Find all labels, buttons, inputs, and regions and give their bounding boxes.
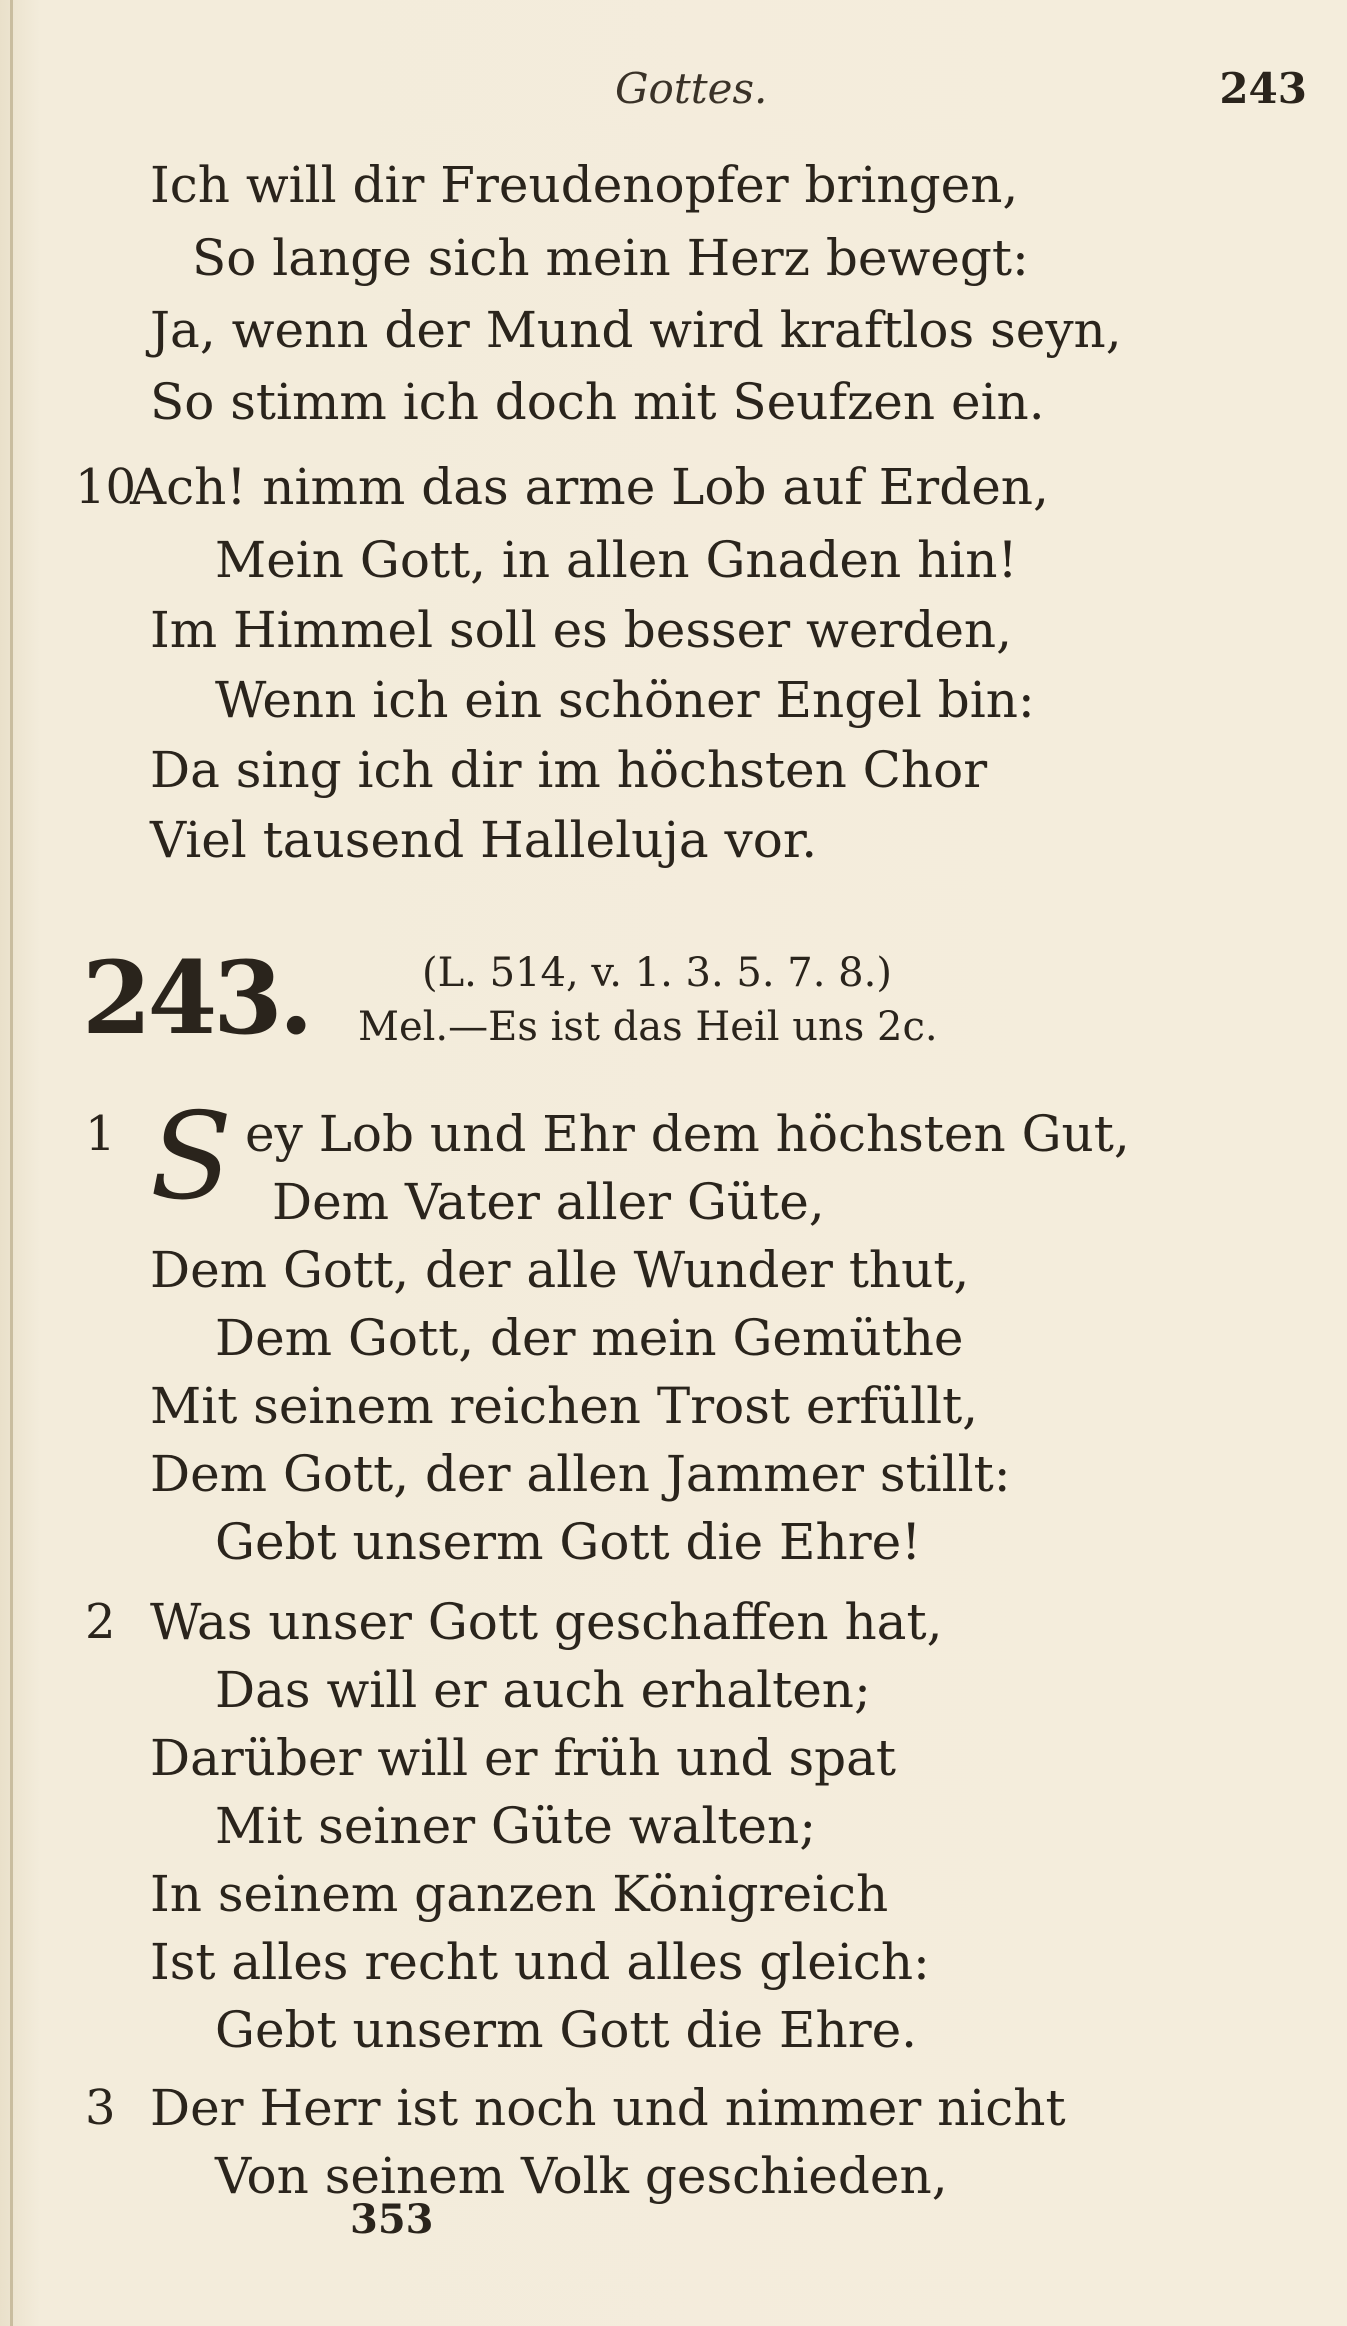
verse-line: So stimm ich doch mit Seufzen ein.	[150, 373, 1045, 431]
page-number: 243	[1219, 64, 1307, 113]
verse-line: Gebt unserm Gott die Ehre!	[215, 1513, 922, 1571]
verse-line: Mit seiner Güte walten;	[215, 1797, 817, 1855]
verse-line: ey Lob und Ehr dem höchsten Gut,	[245, 1105, 1130, 1163]
hymn-number: 243.	[82, 939, 310, 1057]
verse-line: Dem Gott, der alle Wunder thut,	[150, 1241, 970, 1299]
hymn-reference: (L. 514, v. 1. 3. 5. 7. 8.)	[422, 950, 892, 996]
verse-line: Ach! nimm das arme Lob auf Erden,	[130, 458, 1049, 516]
verse-line: Ist alles recht und alles gleich:	[150, 1933, 930, 1991]
verse-line: Von seinem Volk geschieden,	[215, 2147, 948, 2205]
stanza-number: 2	[85, 1594, 116, 1650]
verse-line: Viel tausend Halleluja vor.	[150, 811, 818, 869]
printer-signature: 353	[350, 2196, 434, 2243]
verse-line: Dem Gott, der allen Jammer stillt:	[150, 1445, 1011, 1503]
verse-line: Wenn ich ein schöner Engel bin:	[215, 671, 1035, 729]
verse-line: Ja, wenn der Mund wird kraftlos seyn,	[150, 301, 1122, 359]
verse-line: Was unser Gott geschaffen hat,	[150, 1593, 943, 1651]
page-header	[0, 64, 1347, 124]
verse-line: So lange sich mein Herz bewegt:	[192, 229, 1029, 287]
verse-line: In seinem ganzen Königreich	[150, 1865, 889, 1923]
verse-line: Da sing ich dir im höchsten Chor	[150, 741, 988, 799]
stanza-number: 1	[85, 1106, 116, 1162]
stanza-number: 10	[75, 459, 137, 515]
hymn-melody: Mel.—Es ist das Heil uns 2c.	[358, 1004, 938, 1050]
verse-line: Dem Vater aller Güte,	[272, 1173, 825, 1231]
verse-line: Mit seinem reichen Trost erfüllt,	[150, 1377, 979, 1435]
verse-line: Dem Gott, der mein Gemüthe	[215, 1309, 964, 1367]
page-gutter	[10, 0, 13, 2326]
verse-line: Ich will dir Freudenopfer bringen,	[150, 156, 1019, 214]
verse-line: Gebt unserm Gott die Ehre.	[215, 2001, 918, 2059]
drop-cap: S	[150, 1088, 233, 1227]
stanza-number: 3	[85, 2080, 116, 2136]
running-title: Gottes.	[615, 64, 768, 113]
verse-line: Mein Gott, in allen Gnaden hin!	[215, 531, 1018, 589]
verse-line: Der Herr ist noch und nimmer nicht	[150, 2079, 1066, 2137]
verse-line: Das will er auch erhalten;	[215, 1661, 871, 1719]
verse-line: Im Himmel soll es besser werden,	[150, 601, 1013, 659]
verse-line: Darüber will er früh und spat	[150, 1729, 897, 1787]
